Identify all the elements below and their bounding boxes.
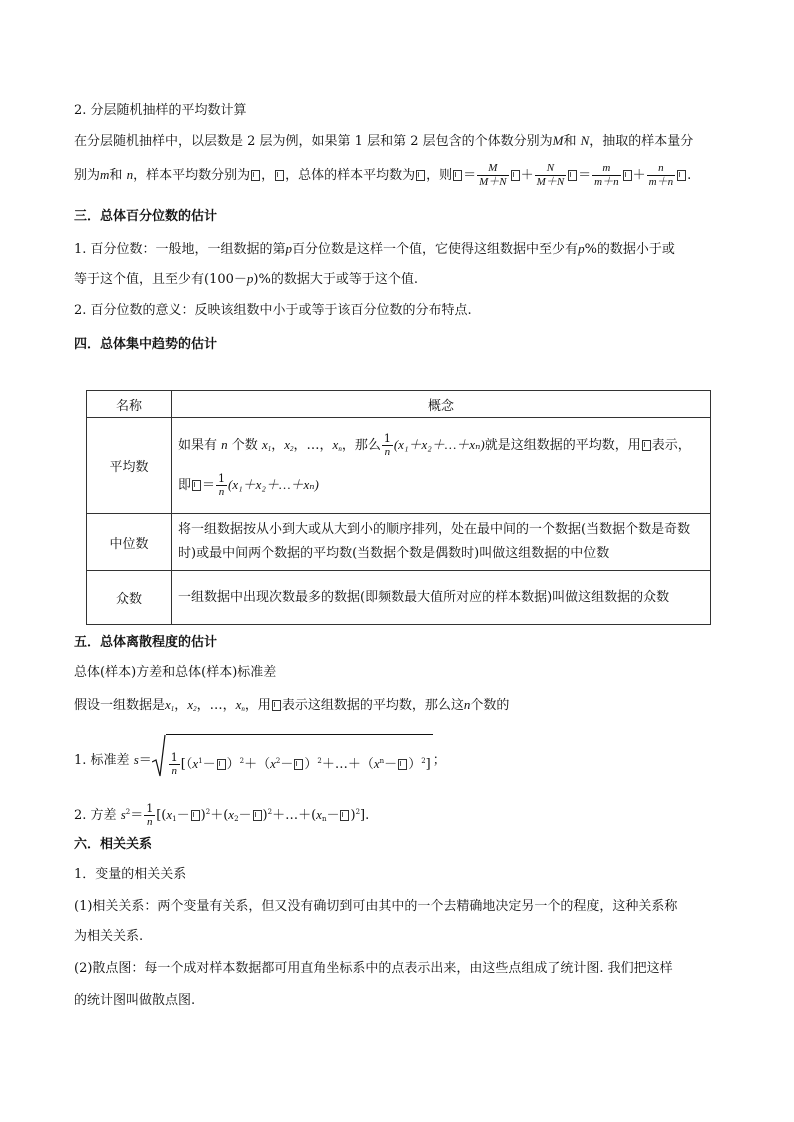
xbar-icon bbox=[511, 170, 520, 181]
table-row bbox=[87, 571, 711, 625]
central-tendency-table bbox=[86, 390, 711, 625]
square-root: $\frac{1}{n}$ [$(x^1- )^2+(x^2-$ ）$^2+\dots+(x^n- )^2$] bbox=[152, 734, 433, 787]
fraction-one-over-n: $\frac{1}{n}$ bbox=[146, 802, 154, 828]
xbar-icon bbox=[251, 170, 260, 181]
fraction-n-over-mplusn: $\frac{n}{m+n}$ bbox=[648, 162, 674, 188]
sec3-line2: 等于这个值，且至少有(100－p)%的数据大于或等于这个值. bbox=[74, 271, 418, 287]
sec6-line3: 为相关关系. bbox=[74, 929, 144, 944]
sec6-line4: (2)散点图：每一个成对样本数据都可用直角坐标系中的点表示出来，由这些点组成了统计图. 我们把这样 bbox=[74, 961, 673, 976]
table-row bbox=[87, 514, 711, 571]
row-name-mode: 众数 bbox=[87, 571, 172, 625]
section-6-title: 六．相关关系 bbox=[74, 837, 153, 852]
sec6-line5: 的统计图叫做散点图. bbox=[74, 993, 196, 1008]
section-3-title: 三．总体百分位数的估计 bbox=[74, 209, 218, 224]
fraction-m-over-mplusn: $\frac{m}{m+n}$ bbox=[594, 162, 619, 188]
row-name-median: 中位数 bbox=[87, 514, 172, 571]
xbar-icon bbox=[192, 480, 201, 491]
xbar-icon bbox=[642, 440, 651, 451]
row-name-mean: 平均数 bbox=[87, 418, 172, 514]
fraction-one-over-n: $\frac{1}{n}$ bbox=[383, 432, 391, 458]
table-row bbox=[87, 418, 711, 514]
radical-icon bbox=[152, 734, 166, 778]
sec6-line2: (1)相关关系：两个变量有关系，但又没有确切到可由其中的一个去精确地决定另一个的程度，这种关系称 bbox=[74, 899, 678, 914]
xbar-icon bbox=[191, 810, 200, 821]
fraction-N-over-MplusN: $\frac{N}{M+N}$ bbox=[536, 162, 565, 188]
xbar-icon bbox=[294, 759, 303, 770]
row-concept-median: 将一组数据按从小到大或从大到小的顺序排列，处在最中间的一个数据(当数据个数是奇数时)或最中间两个数据的平均数(当数据个数是偶数时)叫做这组数据的中位数 bbox=[172, 514, 711, 571]
ybar-icon bbox=[677, 170, 686, 181]
standard-deviation-formula: 1. 标准差 s＝ $\frac{1}{n}$ [$(x^1- )^2+(x^2-$ ）$^2+\dots+(x^n- )^2$] ； bbox=[74, 734, 446, 780]
sec3-line3: 2. 百分位数的意义：反映该组数中小于或等于该百分位数的分布特点. bbox=[74, 303, 472, 318]
row-concept-mean: 如果有 n 个数 $x_1$，$x_2$，…，$x_n$，那么 $\frac{1}{n}$ (x₁＋x₂＋…＋xₙ)就是这组数据的平均数，用 表示， 即 ＝ $\frac{1}{n}$ (x₁＋x₂＋…＋xₙ) bbox=[172, 418, 711, 514]
section-2-title: 2. 分层随机抽样的平均数计算 bbox=[74, 103, 247, 118]
ybar-icon bbox=[568, 170, 577, 181]
row-concept-mode: 一组数据中出现次数最多的数据(即频数最大值所对应的样本数据)叫做这组数据的众数 bbox=[172, 571, 711, 625]
ybar-icon bbox=[275, 170, 284, 181]
xbar-icon bbox=[217, 759, 226, 770]
wbar-icon bbox=[453, 170, 462, 181]
header-name: 名称 bbox=[87, 391, 172, 418]
sec6-line1: 1．变量的相关关系 bbox=[74, 867, 187, 882]
section-4-title: 四．总体集中趋势的估计 bbox=[74, 337, 218, 352]
sec2-paragraph-line1: 在分层随机抽样中，以层数是 2 层为例，如果第 1 层和第 2 层包含的个体数分别为M和 N，抽取的样本量分 bbox=[74, 133, 694, 149]
table-header-row bbox=[87, 391, 711, 418]
sec5-line1: 假设一组数据是$x_1$，$x_2$，…，$x_n$，用 表示这组数据的平均数，那么这n个数的 bbox=[74, 697, 510, 713]
sec5-subtitle: 总体(样本)方差和总体(样本)标准差 bbox=[74, 665, 277, 680]
xbar-icon bbox=[623, 170, 632, 181]
section-5-title: 五．总体离散程度的估计 bbox=[74, 635, 218, 650]
sec2-paragraph-line2: 别为m和 n，样本平均数分别为 ， ，总体的样本平均数为 ，则 ＝ $\frac{M}{M+N}$ ＋ $\frac{N}{M+N}$ ＝ $\frac{m}{m+n}$ ＋ $\frac{n}{m+n}$ . bbox=[74, 162, 692, 188]
xbar-icon bbox=[340, 810, 349, 821]
sec3-line1: 1. 百分位数：一般地，一组数据的第p百分位数是这样一个值，它使得这组数据中至少有p%的数据小于或 bbox=[74, 241, 675, 257]
xbar-icon bbox=[272, 700, 281, 711]
fraction-M-over-MplusN: $\frac{M}{M+N}$ bbox=[479, 162, 507, 188]
xbar-icon bbox=[398, 759, 407, 770]
header-concept: 概念 bbox=[172, 391, 711, 418]
wbar-icon bbox=[416, 170, 425, 181]
xbar-icon bbox=[253, 810, 262, 821]
fraction-one-over-n: $\frac{1}{n}$ bbox=[218, 472, 226, 498]
variance-formula: 2. 方差 $s^2=$ $\frac{1}{n}$ [$(x_1- )^2+(x_2-$ )$^2+\dots+(x_n- )^2$]. bbox=[74, 802, 370, 828]
fraction-one-over-n: $\frac{1}{n}$ bbox=[170, 751, 178, 777]
